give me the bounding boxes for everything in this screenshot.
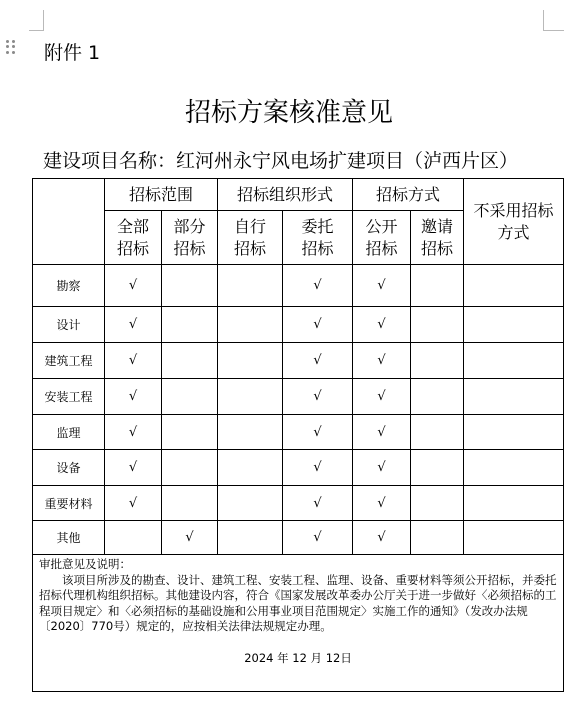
table-row — [33, 343, 564, 379]
table-cell — [218, 415, 283, 450]
table-cell — [218, 379, 283, 415]
approval-body: 该项目所涉及的勘查、设计、建筑工程、安装工程、监理、设备、重要材料等须公开招标，并委托招标代理机构组织招标。其他建设内容，符合《国家发展改革委办公厅关于进一步做好〈必须招标的工程项目规定〉和〈必须招标的基础设施和公用事业项目范围规定〉实施工作的通知》（发改办法规〔2020〕770号）规定的，应按相关法律法规规定办理。 — [39, 572, 557, 633]
table-cell — [162, 450, 218, 486]
check-mark: √ — [283, 307, 353, 343]
table-cell — [218, 265, 283, 307]
document-title: 招标方案核准意见 — [184, 98, 393, 128]
table-cell — [411, 450, 464, 486]
check-mark: √ — [105, 343, 162, 379]
subheader-self: 自行招标 — [218, 211, 283, 265]
attachment-label: 附件 1 — [44, 42, 101, 64]
table-row — [33, 521, 564, 555]
approval-notes — [33, 555, 564, 692]
check-mark: √ — [353, 265, 411, 307]
row-label: 设备 — [33, 450, 105, 486]
subheader-full: 全部招标 — [105, 211, 162, 265]
check-mark: √ — [353, 307, 411, 343]
header-no-bidding: 不采用招标方式 — [464, 179, 564, 265]
check-mark: √ — [353, 343, 411, 379]
check-mark: √ — [353, 415, 411, 450]
header-scope: 招标范围 — [105, 179, 218, 211]
check-mark: √ — [353, 379, 411, 415]
check-mark: √ — [105, 265, 162, 307]
table-row — [33, 450, 564, 486]
table-row — [33, 307, 564, 343]
corner-cell — [33, 179, 105, 265]
approval-heading: 审批意见及说明： — [39, 557, 131, 571]
row-label: 勘察 — [33, 265, 105, 307]
table-cell — [464, 265, 564, 307]
header-organization: 招标组织形式 — [218, 179, 353, 211]
table-cell — [218, 343, 283, 379]
approval-date: 2024 年 12 月 12日 — [244, 650, 352, 665]
table-cell — [411, 343, 464, 379]
check-mark: √ — [105, 486, 162, 521]
table-cell — [464, 450, 564, 486]
check-mark: √ — [105, 307, 162, 343]
check-mark: √ — [283, 486, 353, 521]
table-cell — [411, 486, 464, 521]
table-cell — [218, 307, 283, 343]
table-cell — [464, 486, 564, 521]
crop-mark-top-left — [29, 10, 44, 31]
project-name: 建设项目名称：红河州永宁风电场扩建项目（泸西片区） — [43, 150, 519, 172]
check-mark: √ — [353, 450, 411, 486]
table-cell — [464, 415, 564, 450]
check-mark: √ — [283, 415, 353, 450]
table-row — [33, 486, 564, 521]
check-mark: √ — [283, 379, 353, 415]
approval-row — [33, 555, 564, 692]
table-cell — [218, 486, 283, 521]
check-mark: √ — [105, 415, 162, 450]
table-row — [33, 265, 564, 307]
check-mark: √ — [105, 379, 162, 415]
subheader-partial: 部分招标 — [162, 211, 218, 265]
table-cell — [411, 265, 464, 307]
table-cell — [411, 379, 464, 415]
table-cell — [162, 343, 218, 379]
bidding-plan-table — [32, 178, 564, 692]
table-cell — [162, 379, 218, 415]
table-cell — [464, 343, 564, 379]
table-cell — [464, 379, 564, 415]
table-cell — [464, 521, 564, 555]
table-cell — [411, 307, 464, 343]
table-cell — [218, 450, 283, 486]
header-method: 招标方式 — [353, 179, 464, 211]
table-row — [33, 379, 564, 415]
row-label: 监理 — [33, 415, 105, 450]
subheader-open: 公开招标 — [353, 211, 411, 265]
table-body — [33, 265, 564, 555]
table-cell — [218, 521, 283, 555]
check-mark: √ — [283, 343, 353, 379]
table-cell — [411, 521, 464, 555]
row-label: 设计 — [33, 307, 105, 343]
row-label: 建筑工程 — [33, 343, 105, 379]
row-label: 安装工程 — [33, 379, 105, 415]
table-row — [33, 415, 564, 450]
table-cell — [464, 307, 564, 343]
table-cell — [162, 265, 218, 307]
check-mark: √ — [162, 521, 218, 555]
table-cell — [162, 486, 218, 521]
row-label: 重要材料 — [33, 486, 105, 521]
check-mark: √ — [283, 265, 353, 307]
subheader-invited: 邀请招标 — [411, 211, 464, 265]
drag-handle-icon[interactable] — [6, 40, 16, 54]
table-cell — [162, 307, 218, 343]
check-mark: √ — [353, 486, 411, 521]
check-mark: √ — [105, 450, 162, 486]
table-cell — [105, 521, 162, 555]
check-mark: √ — [283, 450, 353, 486]
subheader-entrusted: 委托招标 — [283, 211, 353, 265]
check-mark: √ — [283, 521, 353, 555]
crop-mark-top-right — [543, 10, 564, 31]
check-mark: √ — [353, 521, 411, 555]
table-cell — [411, 415, 464, 450]
header-row-groups — [33, 179, 564, 211]
row-label: 其他 — [33, 521, 105, 555]
table-cell — [162, 415, 218, 450]
